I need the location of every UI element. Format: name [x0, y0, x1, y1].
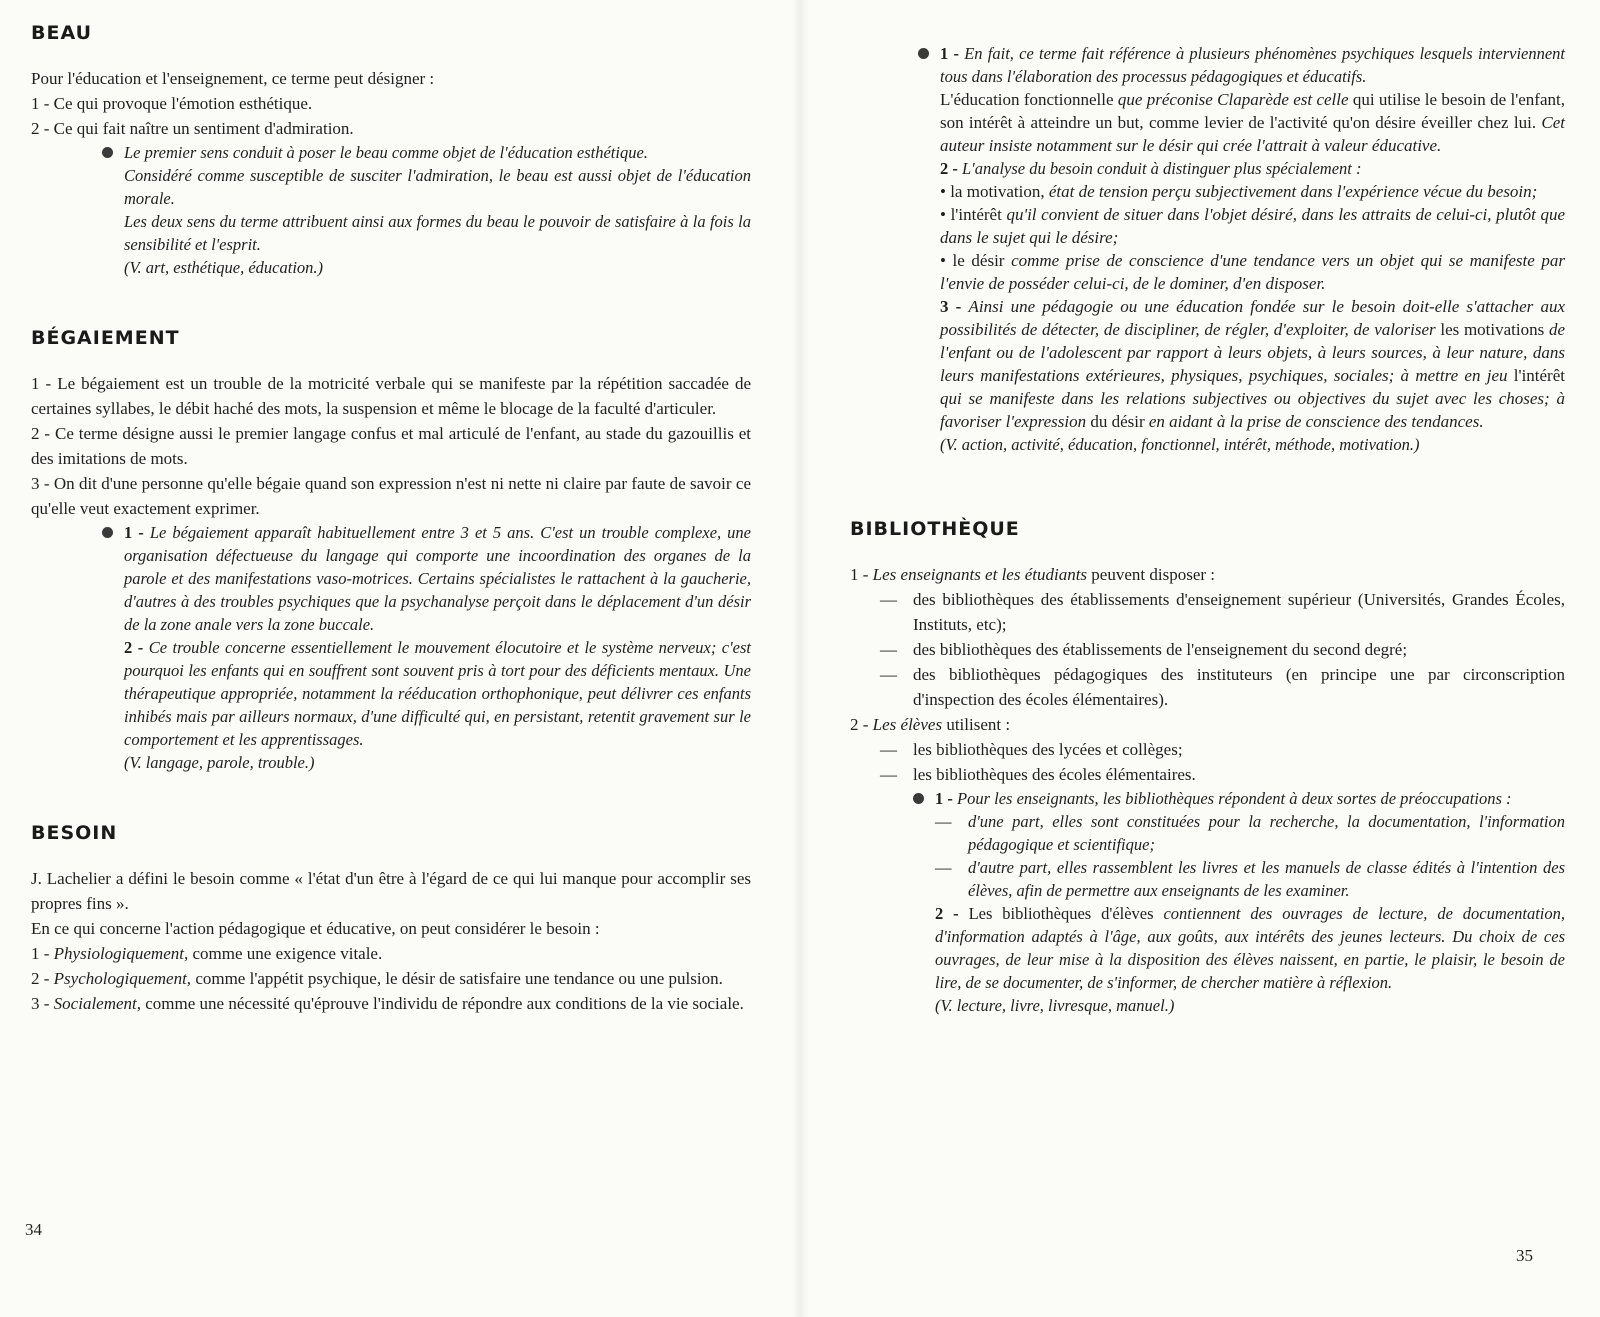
dash-text: des bibliothèques des établissements de l'enseignement du second degré; — [913, 640, 1408, 659]
entry-heading: BÉGAIEMENT — [31, 327, 180, 349]
note-paragraph — [940, 88, 1565, 157]
dash-mark: — — [935, 812, 952, 831]
text-segment: Ainsi une pédagogie ou une éducation fondée sur le besoin doit-elle s'attacher aux possibilités de détecter, de discipliner, de régler, d'exploiter, de valoriser — [940, 297, 1565, 339]
entry-item — [850, 562, 1565, 587]
entry-item: 1 - Le bégaiement est un trouble de la motricité verbale qui se manifeste par la répétition saccadée de certaines syllabes, le débit haché des mots, la suspension et même le blocage de la faculté d'articuler. — [31, 374, 751, 418]
note-paragraph — [124, 521, 751, 636]
note-paragraph — [940, 295, 1565, 433]
dash-text: des bibliothèques pédagogiques des instituteurs (en principe une par circonscription d'inspection des écoles élémentaires). — [913, 665, 1565, 709]
item-number: 1 - — [31, 944, 50, 963]
note-text: En fait, ce terme fait référence à plusieurs phénomènes psychiques lesquels interviennent tous dans l'élaboration des processus pédagogiques et éducatifs. — [940, 44, 1566, 86]
entry-besoin — [31, 822, 751, 1016]
bullet-text: état de tension perçu subjectivement dans l'expérience vécue du besoin; — [1048, 182, 1538, 201]
dash-mark: — — [880, 740, 897, 759]
entry-bibliotheque — [850, 518, 1565, 1017]
note-bullet-item — [940, 203, 1565, 249]
note-number: 1 - — [124, 523, 144, 542]
entry-item: 2 - Ce qui fait naître un sentiment d'admiration. — [31, 119, 354, 138]
entry-besoin-continued — [940, 42, 1565, 456]
dash-mark: — — [880, 640, 897, 659]
item-term: Psychologiquement, — [53, 969, 192, 988]
note-bullet-item — [940, 249, 1565, 295]
note-number: 2 - — [124, 638, 144, 657]
note-bullet-item — [940, 180, 1565, 203]
item-text: peuvent disposer : — [1091, 565, 1215, 584]
bullet-text: comme prise de conscience d'une tendance vers un objet qui se manifeste par l'envie de posséder celui-ci, de le dominer, d'en disposer. — [940, 251, 1566, 293]
item-text: comme une exigence vitale. — [192, 944, 383, 963]
note-reference: (V. art, esthétique, éducation.) — [124, 258, 324, 277]
note-line: Les deux sens du terme attribuent ainsi aux formes du beau le pouvoir de satisfaire à la fois la sensibilité et l'esprit. — [124, 212, 751, 254]
entry-note — [124, 141, 751, 279]
text-segment: du désir — [1090, 412, 1145, 431]
page-number-right: 35 — [1516, 1246, 1533, 1265]
text-segment: les motivations — [1440, 320, 1545, 339]
entry-item: 2 - Ce terme désigne aussi le premier langage confus et mal articulé de l'enfant, au stade du gazouillis et des imitations de mots. — [31, 424, 751, 468]
dash-item — [880, 762, 1565, 787]
note-line: Considéré comme susceptible de susciter l'admiration, le beau est aussi objet de l'éducation morale. — [124, 166, 751, 208]
dash-mark: — — [880, 590, 897, 609]
text-segment: que préconise Claparède est celle — [1117, 90, 1349, 109]
dash-text: les bibliothèques des écoles élémentaires. — [913, 765, 1196, 784]
note-reference: (V. lecture, livre, livresque, manuel.) — [935, 996, 1175, 1015]
item-text: comme une nécessité qu'éprouve l'individu de répondre aux conditions de la vie sociale. — [145, 994, 744, 1013]
item-term: Physiologiquement, — [53, 944, 189, 963]
bullet-icon — [913, 793, 924, 804]
left-page-column — [31, 22, 751, 1064]
bullet-icon — [102, 147, 113, 158]
dash-list — [880, 587, 1565, 712]
page-number-left: 34 — [25, 1220, 42, 1239]
entry-item — [31, 941, 751, 966]
dash-text: les bibliothèques des lycées et collèges; — [913, 740, 1183, 759]
entry-begaiement — [31, 327, 751, 774]
text-segment: Cet auteur insiste notamment sur le désir qui crée l'attrait à valeur éducative. — [940, 113, 1566, 155]
note-paragraph — [124, 636, 751, 751]
note-text: Le bégaiement apparaît habituellement entre 3 et 5 ans. C'est un trouble complexe, une organisation défectueuse du langage qui comporte une incoordination des organes de la parole et des manifestations vaso-motrices. Certains spécialistes le rattachent à la gaucherie, d'autres à des troubles psychiques que la psychanalyse perçoit dans le déplacement d'un désir de la zone anale vers la zone buccale. — [124, 523, 752, 634]
bullet-term: • le désir — [940, 251, 1005, 270]
note-text: L'analyse du besoin conduit à distinguer plus spécialement : — [962, 159, 1362, 178]
item-text: comme l'appétit psychique, le désir de satisfaire une tendance ou une pulsion. — [195, 969, 723, 988]
note-number: 2 - — [935, 904, 959, 923]
note-text: Ce trouble concerne essentiellement le mouvement élocutoire et le système nerveux; c'est pourquoi les enfants qui en souffrent sont souvent pris à tort pour des déficients mentaux. Une thérapeutique appropriée, notamment la rééducation orthophonique, peut délivrer ces enfants inhibés mais par ailleurs normaux, d'une difficulté qui, en persistant, retentit gravement sur le comportement et les apprentissages. — [124, 638, 751, 749]
item-number: 2 - — [31, 969, 50, 988]
entry-item: 1 - Ce qui provoque l'émotion esthétique. — [31, 94, 313, 113]
dash-item — [880, 587, 1565, 637]
note-text: Pour les enseignants, les bibliothèques répondent à deux sortes de préoccupations : — [957, 789, 1512, 808]
note-line: Le premier sens conduit à poser le beau comme objet de l'éducation esthétique. — [124, 143, 648, 162]
dash-text: d'autre part, elles rassemblent les livres et les manuels de classe édités à l'intention des élèves, afin de permettre aux enseignants de les examiner. — [968, 858, 1565, 900]
entry-intro: En ce qui concerne l'action pédagogique et éducative, on peut considérer le besoin : — [31, 919, 600, 938]
text-segment: qui se manifeste dans les relations subjectives ou objectives du sujet avec les choses; à favoriser l'expression — [940, 389, 1565, 431]
dash-text: d'une part, elles sont constituées pour la recherche, la documentation, l'information pédagogique et scientifique; — [968, 812, 1565, 854]
bullet-icon — [918, 48, 929, 59]
note-number: 1 - — [940, 44, 959, 63]
text-segment: contiennent des ouvrages de lecture, de documentation, d'information adaptés à l'âge, aux goûts, aux intérêts des jeunes lecteurs. Du choix de ces ouvrages, de leur mise à la disposition des élèves naissent, en partie, le plaisir, le besoin de lire, de se documenter, de s'informer, de chercher matière à réflexion. — [935, 904, 1565, 992]
entry-heading: BIBLIOTHÈQUE — [850, 518, 1020, 540]
dash-mark: — — [880, 665, 897, 684]
entry-item — [850, 712, 1565, 737]
text-segment: L'éducation fonctionnelle — [940, 90, 1114, 109]
entry-item: 3 - On dit d'une personne qu'elle bégaie quand son expression n'est ni nette ni claire par faute de savoir ce qu'elle veut exactement exprimer. — [31, 474, 751, 518]
note-number: 1 - — [935, 789, 953, 808]
dash-item — [935, 856, 1565, 902]
bullet-term: • la motivation, — [940, 182, 1045, 201]
dash-item — [880, 637, 1565, 662]
text-segment: en aidant à la prise de conscience des tendances. — [1148, 412, 1484, 431]
dash-item — [935, 810, 1565, 856]
entry-quote: J. Lachelier a défini le besoin comme « l'état d'un être à l'égard de ce qui lui manque pour accomplir ses propres fins ». — [31, 869, 751, 913]
note-paragraph — [940, 157, 1565, 180]
dash-text: des bibliothèques des établissements d'enseignement supérieur (Universités, Grandes Écoles, Instituts, etc); — [913, 590, 1565, 634]
text-segment: l'intérêt — [1513, 366, 1565, 385]
item-number: 1 - — [850, 565, 869, 584]
item-term: Les enseignants et les étudiants — [872, 565, 1088, 584]
entry-heading: BESOIN — [31, 822, 118, 844]
dash-list — [880, 737, 1565, 787]
note-number: 2 - — [940, 159, 958, 178]
text-segment: de l'enfant ou de l'adolescent par rapport à leurs objets, à leurs sources, à leur nature, dans leurs manifestations extérieures, physiques, psychiques, sociales; à mettre en jeu — [940, 320, 1566, 385]
entry-note — [935, 787, 1565, 1017]
bullet-term: • l'intérêt — [940, 205, 1002, 224]
note-number: 3 - — [940, 297, 962, 316]
text-segment: qui utilise le besoin de l'enfant, son intérêt à atteindre un but, comme levier de l'activité qu'on désire éveiller chez lui. — [940, 90, 1565, 132]
right-page-column — [850, 42, 1565, 1065]
entry-intro: Pour l'éducation et l'enseignement, ce terme peut désigner : — [31, 69, 435, 88]
page-gutter — [792, 0, 808, 1317]
note-reference: (V. langage, parole, trouble.) — [124, 753, 315, 772]
item-term: Socialement, — [53, 994, 142, 1013]
dash-item — [880, 662, 1565, 712]
note-paragraph — [940, 42, 1565, 88]
dash-item — [880, 737, 1565, 762]
entry-item — [31, 991, 751, 1016]
entry-note — [124, 521, 751, 774]
bullet-icon — [102, 527, 113, 538]
note-reference: (V. action, activité, éducation, fonctionnel, intérêt, méthode, motivation.) — [940, 435, 1420, 454]
item-number: 3 - — [31, 994, 50, 1013]
dash-mark: — — [880, 765, 897, 784]
dash-mark: — — [935, 858, 952, 877]
item-term: Les élèves — [872, 715, 943, 734]
note-paragraph — [935, 787, 1565, 810]
item-text: utilisent : — [946, 715, 1011, 734]
entry-heading: BEAU — [31, 22, 93, 44]
text-segment: Les bibliothèques d'élèves — [968, 904, 1154, 923]
item-number: 2 - — [850, 715, 869, 734]
entry-beau — [31, 22, 751, 279]
bullet-text: qu'il convient de situer dans l'objet désiré, dans les attraits de celui-ci, plutôt que dans le sujet qui le désire; — [940, 205, 1565, 247]
note-paragraph — [935, 902, 1565, 994]
entry-item — [31, 966, 751, 991]
